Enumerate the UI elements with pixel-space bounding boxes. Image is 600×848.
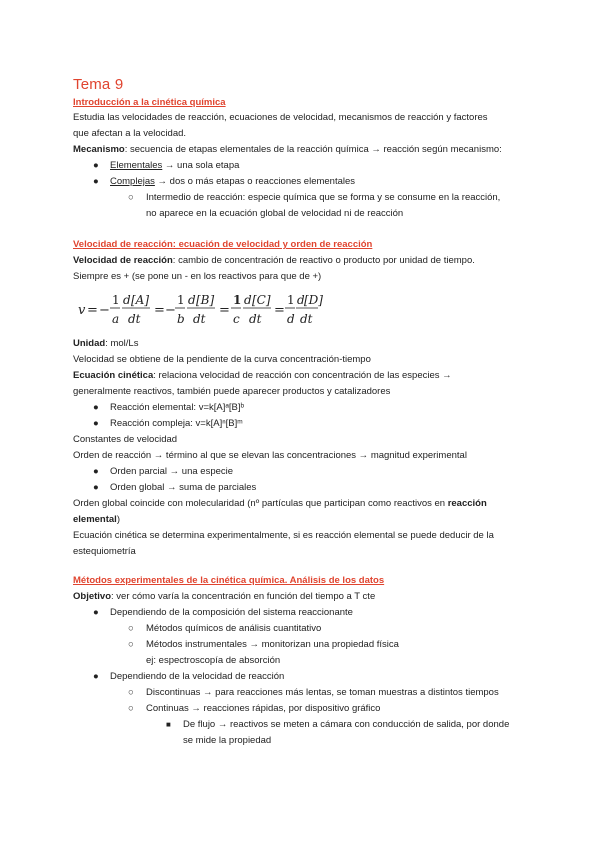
eq-conc-b: [B] — [196, 293, 215, 307]
unidad-text: : mol/Ls — [105, 338, 139, 349]
complejas-text: → dos o más etapas o reacciones elementales — [154, 176, 356, 187]
unidad-label: Unidad — [73, 338, 106, 349]
dep2-a-text: Discontinuas → para reacciones más lentas, se toman muestras a distintos tiempos — [146, 687, 499, 698]
elementales-term: Elementales — [110, 160, 163, 171]
eq-one: 1 — [287, 293, 295, 307]
orden-parcial-text: Orden parcial → una especie — [110, 466, 234, 477]
page-title: Tema 9 — [73, 76, 124, 93]
constantes-text: Constantes de velocidad — [73, 434, 178, 445]
eq-d: d — [244, 293, 252, 307]
section-heading-intro: Introducción a la cinética química — [73, 97, 226, 108]
eq-conc-d: [D] — [304, 293, 323, 307]
velocidad-paragraph — [73, 253, 475, 268]
objetivo-label: Objetivo — [73, 591, 112, 602]
eq-dt: dt — [300, 312, 313, 326]
eq-conc-c: [C] — [252, 293, 271, 307]
pendiente-text: Velocidad se obtiene de la pendiente de la curva concentración-tiempo — [73, 354, 371, 365]
flujo-line1: De flujo → reactivos se meten a cámara con conducción de salida, por donde — [183, 719, 510, 730]
eq-d: d — [297, 293, 305, 307]
bullet-circle-icon: ○ — [128, 639, 134, 650]
eq-dt: dt — [128, 312, 141, 326]
siempre-text: Siempre es + (se pone un - en los reactivos para que de +) — [73, 271, 322, 282]
eq-one: 1 — [177, 293, 185, 307]
bullet-circle-icon: ○ — [128, 703, 134, 714]
bullet-dot-icon: ● — [93, 482, 99, 493]
objetivo-text: : ver cómo varía la concentración en función del tiempo a T cte — [111, 591, 376, 602]
molecularidad-bold1: reacción — [447, 498, 487, 509]
ecuacion-cinetica-text: : relaciona velocidad de reacción con concentración de las especies → — [153, 370, 452, 381]
eq-den-b: b — [177, 312, 185, 326]
bullet-dot-icon: ● — [93, 402, 99, 413]
bullet-dot-icon: ● — [93, 418, 99, 429]
reaccion-compleja-text: Reacción compleja: v=k[A]ⁿ[B]ᵐ — [110, 418, 243, 429]
ecuacion-cinetica-paragraph — [73, 368, 452, 383]
rate-equation — [78, 290, 323, 330]
dep2-text: Dependiendo de la velocidad de reacción — [110, 671, 285, 682]
section-heading-velocidad: Velocidad de reacción: ecuación de velocidad y orden de reacción — [73, 239, 373, 250]
reaccion-elemental-text: Reacción elemental: v=k[A]ᵃ[B]ᵇ — [110, 402, 245, 413]
eq-d: d — [188, 293, 196, 307]
dep1-b-text: Métodos instrumentales → monitorizan una propiedad física — [146, 639, 399, 650]
mecanismo-text: : secuencia de etapas elementales de la reacción química → reacción según mecanismo: — [124, 144, 502, 155]
velocidad-label: Velocidad de reacción — [73, 255, 173, 266]
bullet-dot-icon: ● — [93, 607, 99, 618]
flujo-line2: se mide la propiedad — [183, 735, 272, 746]
eq-den-c: c — [233, 312, 240, 326]
bullet-dot-icon: ● — [93, 466, 99, 477]
eq-conc-a: [A] — [131, 293, 150, 307]
eq-den-d: d — [287, 312, 295, 326]
bullet-square-icon: ■ — [166, 720, 171, 729]
eq-one: 1 — [112, 293, 120, 307]
bullet-circle-icon: ○ — [128, 623, 134, 634]
eq-equals: = — [219, 303, 230, 318]
unidad-paragraph — [73, 336, 138, 351]
eq-equals: = — [154, 303, 165, 318]
eq-minus: − — [165, 303, 176, 318]
molecularidad-text: Orden global coincide con molecularidad (nº partículas que participan como reactivos en — [73, 498, 448, 509]
mecanismo-label: Mecanismo — [73, 144, 125, 155]
bullet-dot-icon: ● — [93, 176, 99, 187]
intermedio-line1: Intermedio de reacción: especie química que se forma y se consume en la reacción, — [146, 192, 501, 203]
experimental-line2: estequiometría — [73, 546, 136, 557]
velocidad-text: : cambio de concentración de reactivo o producto por unidad de tiempo. — [172, 255, 475, 266]
dep1-b2-text: ej: espectroscopía de absorción — [146, 655, 281, 666]
eq-den-a: a — [112, 312, 120, 326]
bullet-dot-icon: ● — [93, 671, 99, 682]
ecuacion-cinetica-line2: generalmente reactivos, también puede aparecer productos y catalizadores — [73, 386, 391, 397]
eq-equals: = — [274, 303, 285, 318]
complejas-term: Complejas — [110, 176, 155, 187]
experimental-line1: Ecuación cinética se determina experimentalmente, si es reacción elemental se puede deducir de la — [73, 530, 494, 541]
orden-global-text: Orden global → suma de parciales — [110, 482, 257, 493]
ecuacion-cinetica-label: Ecuación cinética — [73, 370, 154, 381]
eq-d: d — [123, 293, 131, 307]
bullet-dot-icon: ● — [93, 160, 99, 171]
eq-equals: = — [87, 303, 98, 318]
molecularidad-bold2: elemental — [73, 514, 117, 525]
objetivo-paragraph — [73, 589, 375, 604]
eq-one: 1 — [233, 293, 242, 307]
intermedio-line2: no aparece en la ecuación global de velocidad ni de reacción — [146, 208, 404, 219]
eq-dt: dt — [193, 312, 206, 326]
bullet-circle-icon: ○ — [128, 192, 134, 203]
mecanismo-paragraph — [73, 142, 502, 157]
molecularidad-line1 — [73, 496, 487, 511]
eq-minus: − — [99, 303, 110, 318]
bullet-circle-icon: ○ — [128, 687, 134, 698]
intro-text-line1: Estudia las velocidades de reacción, ecuaciones de velocidad, mecanismos de reacción y factores — [73, 112, 488, 123]
elementales-text: → una sola etapa — [162, 160, 240, 171]
dep2-b-text: Continuas → reacciones rápidas, por dispositivo gráfico — [146, 703, 381, 714]
orden-text: Orden de reacción → término al que se elevan las concentraciones → magnitud experimental — [73, 450, 467, 461]
section-heading-metodos: Métodos experimentales de la cinética química. Análisis de los datos — [73, 575, 385, 586]
dep1-a-text: Métodos químicos de análisis cuantitativo — [146, 623, 322, 634]
molecularidad-line2 — [73, 512, 120, 527]
eq-dt: dt — [249, 312, 262, 326]
intro-text-line2: que afectan a la velocidad. — [73, 128, 187, 139]
molecularidad-close: ) — [116, 514, 120, 525]
dep1-text: Dependiendo de la composición del sistema reaccionante — [110, 607, 353, 618]
eq-v: v — [78, 303, 86, 318]
